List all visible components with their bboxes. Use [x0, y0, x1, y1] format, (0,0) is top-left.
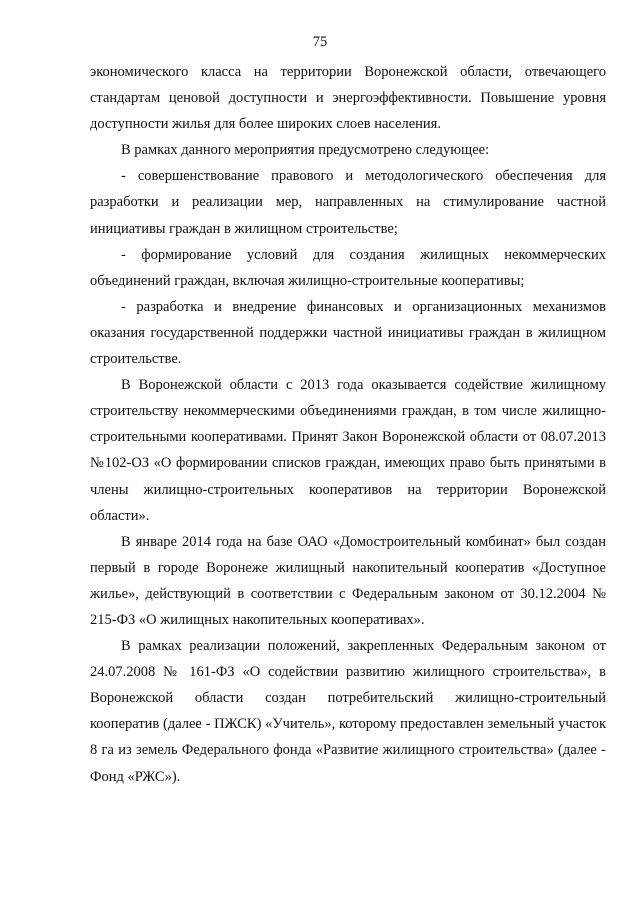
page-number: 75: [312, 34, 328, 50]
document-body: [90, 59, 606, 790]
list-item-legal-support: - совершенствование правового и методологического обеспечения для разработки и реализации мер, направленных на стимулирование частной инициативы граждан в жилищном строительстве;: [90, 168, 606, 237]
paragraph-january-2014: В январе 2014 года на базе ОАО «Домостроительный комбинат» был создан первый в городе Воронеже жилищный накопительный кооператив «Доступное жилье», действующий в соответствии с Федеральным законом от 30.12.2004 № 215-ФЗ «О жилищных накопительных кооперативах».: [90, 533, 606, 628]
list-item-nonprofit-associations: - формирование условий для создания жилищных некоммерческих объединений граждан, включая жилищно-строительные кооперативы;: [90, 246, 606, 289]
paragraph-continuation: экономического класса на территории Воронежской области, отвечающего стандартам ценовой доступности и энергоэффективности. Повышение уровня доступности жилья для более широких слоев населения.: [90, 64, 606, 133]
paragraph-voronezh-2013: В Воронежской области с 2013 года оказывается содействие жилищному строительству некоммерческими объединениями граждан, в том числе жилищно-строительными кооперативами. Принят Закон Воронежской области от 08.07.2013 №102-ОЗ «О формировании списков граждан, имеющих право быть принятыми в члены жилищно-строительных кооперативов на территории Воронежской области».: [90, 377, 606, 524]
paragraph-measures-intro: В рамках данного мероприятия предусмотрено следующее:: [121, 142, 490, 159]
list-item-financial-mechanisms: - разработка и внедрение финансовых и организационных механизмов оказания государственной поддержки частной инициативы граждан в жилищном строительстве.: [90, 298, 606, 368]
paragraph-federal-law-161: В рамках реализации положений, закрепленных Федеральным законом от 24.07.2008 № 161-ФЗ «О содействии развитию жилищного строительства», в Воронежской области создан потребительский жилищно-строительный кооператив (далее - ПЖСК) «Учитель», которому предоставлен земельный участок 8 га из земель Федерального фонда «Развитие жилищного строительства» (далее - Фонд «РЖС»).: [90, 638, 606, 785]
